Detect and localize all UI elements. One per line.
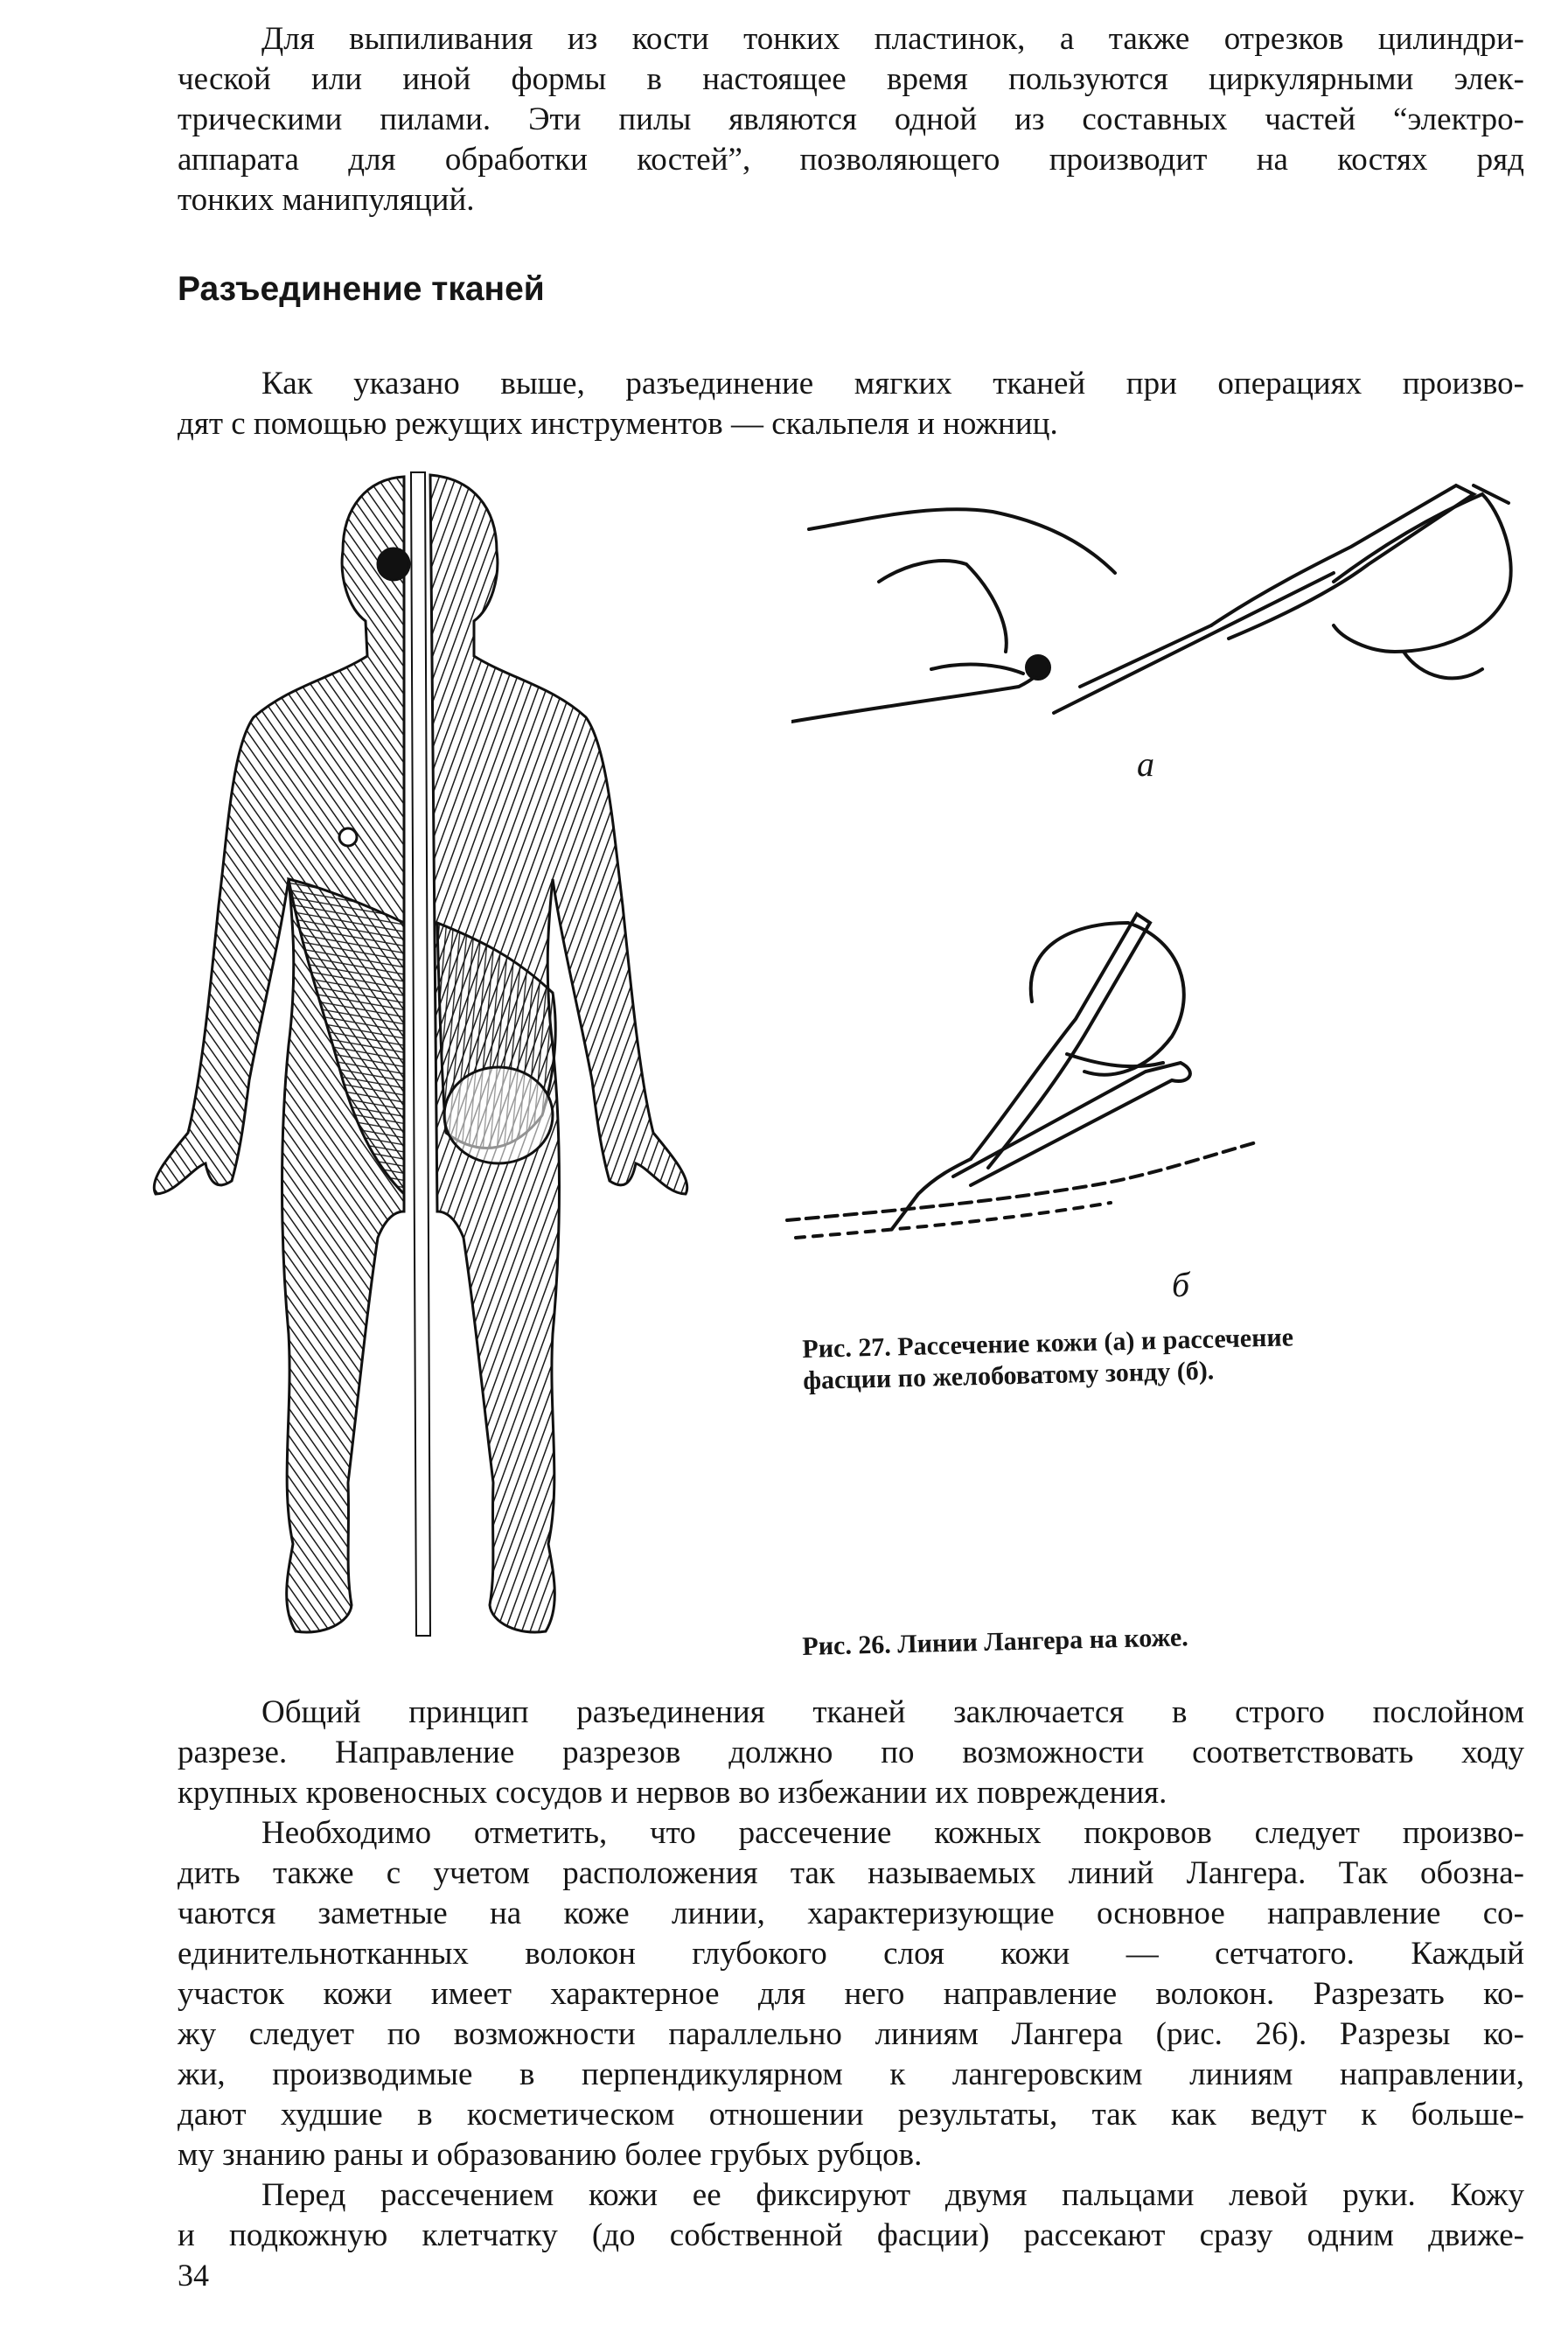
text-line: Необходимо отметить, что рассечение кожных покровов следует произво- <box>261 1815 1524 1851</box>
text-line: и подкожную клетчатку (до собственной фасции) рассекают сразу одним движе- <box>178 2217 1524 2253</box>
text-line: чаются заметные на коже линии, характеризующие основное направление со- <box>178 1896 1524 1931</box>
text-line: Для выпиливания из кости тонких пластинок, а также отрезков цилиндри- <box>261 21 1524 57</box>
paragraph-2 <box>178 1813 1524 2175</box>
text-line: аппарата для обработки костей”, позволяющего производит на костях ряд <box>178 142 1524 178</box>
text-line: Как указано выше, разъединение мягких тканей при операциях произво- <box>261 366 1524 401</box>
text-line: дают худшие в косметическом отношении результаты, так как ведут к больше- <box>178 2097 1524 2133</box>
intro-paragraph <box>178 19 1524 220</box>
text-line: дить также с учетом расположения так называемых линий Лангера. Так обозна- <box>178 1855 1524 1891</box>
section-heading: Разъединение тканей <box>178 270 545 308</box>
caption-line: Рис. 27. Рассечение кожи (а) и рассечение <box>802 1323 1294 1364</box>
text-line: дят с помощью режущих инструментов — скальпеля и ножниц. <box>178 406 1058 442</box>
figure-27-caption <box>802 1322 1294 1397</box>
figure-letter-b: б <box>1172 1265 1190 1304</box>
skin-incision-figure-a <box>791 450 1526 739</box>
body-back-half <box>430 475 687 1632</box>
figure-letter-a: а <box>1137 744 1154 784</box>
text-line: му знанию раны и образованию более грубых рубцов. <box>178 2137 923 2173</box>
paragraph-1 <box>178 1693 1524 1813</box>
text-line: единительнотканных волокон глубокого слоя кожи — сетчатого. Каждый <box>178 1936 1524 1972</box>
body-front-half <box>154 477 409 1632</box>
text-line: тонких манипуляций. <box>178 182 475 218</box>
text-line: Перед рассечением кожи ее фиксируют двумя пальцами левой руки. Кожу <box>261 2177 1524 2213</box>
text-line: жи, производимые в перпендикулярном к лангеровским линиям направлении, <box>178 2056 1524 2092</box>
caption-line: фасции по желобоватому зонду (б). <box>802 1356 1215 1395</box>
text-line: разрезе. Направление разрезов должно по возможности соответствовать ходу <box>178 1735 1524 1770</box>
section-intro-paragraph <box>178 364 1524 444</box>
text-line: ческой или иной формы в настоящее время пользуются циркулярными элек- <box>178 61 1524 97</box>
text-line: трическими пилами. Эти пилы являются одной из составных частей “электро- <box>178 101 1524 137</box>
paragraph-3 <box>178 2175 1524 2256</box>
text-line: жу следует по возможности параллельно линиям Лангера (рис. 26). Разрезы ко- <box>178 2016 1524 2052</box>
page-number: 34 <box>178 2258 209 2293</box>
figure-26-caption: Рис. 26. Линии Лангера на коже. <box>802 1623 1189 1661</box>
fascia-incision-figure-b <box>778 897 1268 1264</box>
langer-lines-figure <box>149 468 743 1684</box>
text-line: Общий принцип разъединения тканей заключается в строго послойном <box>261 1694 1524 1730</box>
text-line: участок кожи имеет характерное для него направление волокон. Разрезать ко- <box>178 1976 1524 2012</box>
text-line: крупных кровеносных сосудов и нервов во избежании их повреждения. <box>178 1775 1167 1811</box>
